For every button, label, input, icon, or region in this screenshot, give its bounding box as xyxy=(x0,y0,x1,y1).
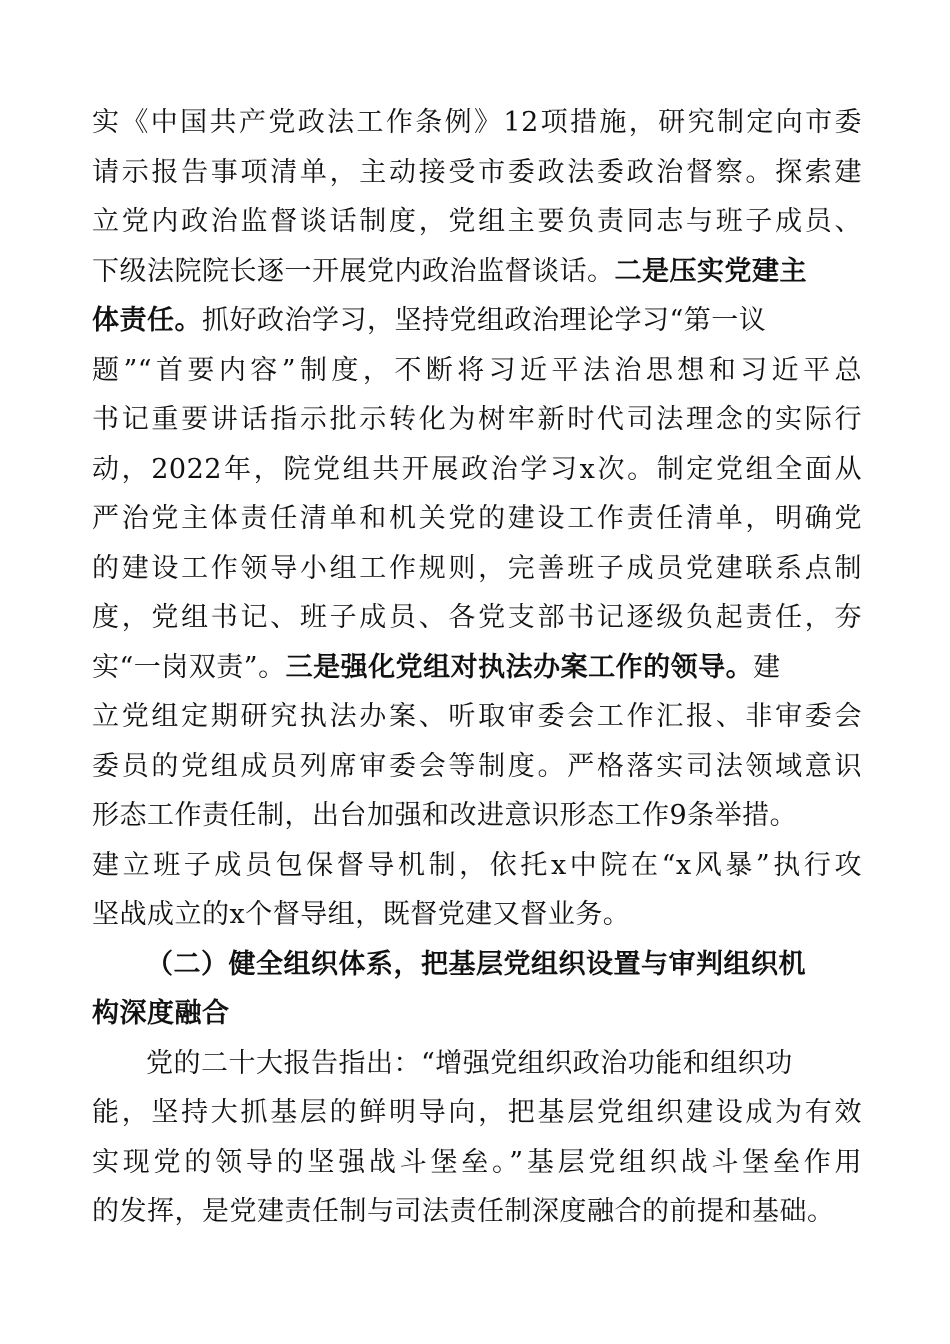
text-line: 委员的党组成员列席审委会等制度。严格落实司法领域意识 xyxy=(92,750,862,782)
text-line xyxy=(92,643,862,693)
section-heading: 构深度融合 xyxy=(92,998,230,1029)
text-line: 的发挥，是党建责任制与司法责任制深度融合的前提和基础。 xyxy=(92,1196,835,1227)
text-run: 抓好政治学习，坚持党组政治理论学习“第一议 xyxy=(202,305,767,336)
text-line xyxy=(92,296,862,346)
text-line: 动，2022年，院党组共开展政治学习x次。制定党组全面从 xyxy=(92,453,862,485)
text-line: 立党内政治监督谈话制度，党组主要负责同志与班子成员、 xyxy=(92,206,862,237)
text-line: 题”“首要内容”制度，不断将习近平法治思想和习近平总 xyxy=(92,354,862,386)
text-line: 的建设工作领导小组工作规则，完善班子成员党建联系点制 xyxy=(92,552,862,584)
bold-point-heading: 体责任。 xyxy=(92,305,202,336)
text-run: 建 xyxy=(753,651,781,683)
document-body xyxy=(92,98,862,1237)
text-line: 党的二十大报告指出：“增强党组织政治功能和组织功 xyxy=(146,1047,793,1079)
text-line: 请示报告事项清单，主动接受市委政法委政治督察。探索建 xyxy=(92,156,862,188)
text-line: 形态工作责任制，出台加强和改进意识形态工作9条举措。 xyxy=(92,800,798,831)
text-line: 能，坚持大抓基层的鲜明导向，把基层党组织建设成为有效 xyxy=(92,1097,862,1128)
section-heading: （二）健全组织体系，把基层党组织设置与审判组织机 xyxy=(146,948,806,980)
text-line: 建立班子成员包保督导机制，依托x中院在“x风暴”执行攻 xyxy=(92,849,862,881)
text-line: 书记重要讲话指示批示转化为树牢新时代司法理念的实际行 xyxy=(92,404,862,435)
text-line: 立党组定期研究执法办案、听取审委会工作汇报、非审委会 xyxy=(92,701,862,732)
text-line: 实《中国共产党政法工作条例》12项措施，研究制定向市委 xyxy=(92,107,862,138)
bold-point-heading: 二是压实党建主 xyxy=(614,255,807,287)
text-line: 严治党主体责任清单和机关党的建设工作责任清单，明确党 xyxy=(92,503,862,534)
text-line: 实现党的领导的坚强战斗堡垒。”基层党组织战斗堡垒作用 xyxy=(92,1146,862,1178)
text-line xyxy=(92,247,862,297)
text-line: 度，党组书记、班子成员、各党支部书记逐级负起责任，夯 xyxy=(92,602,862,633)
text-run: 实“一岗双责”。 xyxy=(92,651,286,683)
text-run: 下级法院院长逐一开展党内政治监督谈话。 xyxy=(92,255,615,287)
bold-point-heading: 三是强化党组对执法办案工作的领导。 xyxy=(285,651,754,683)
text-line: 坚战成立的x个督导组，既督党建又督业务。 xyxy=(92,899,631,930)
